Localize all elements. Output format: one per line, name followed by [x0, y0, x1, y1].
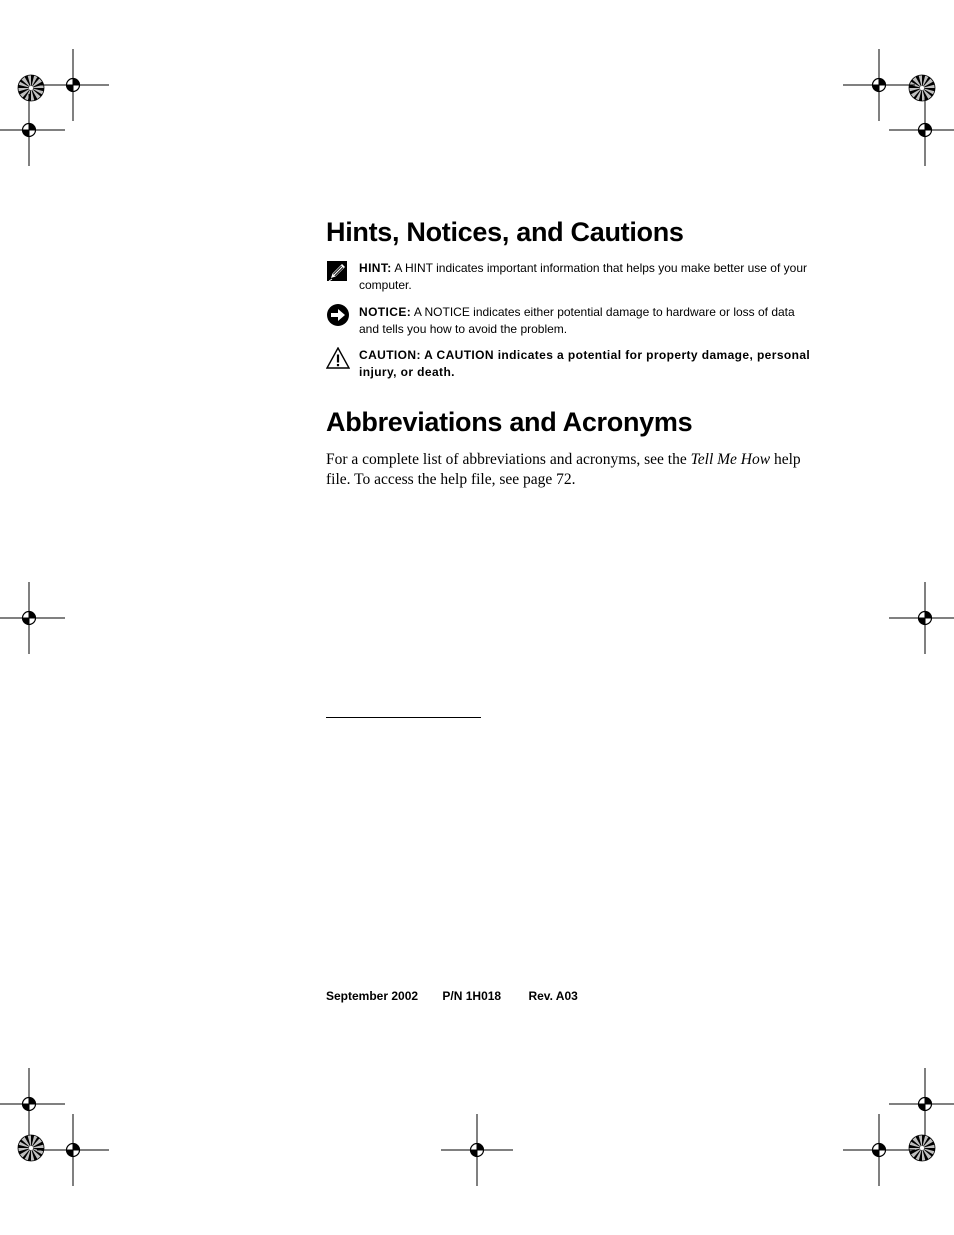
help-file-title: Tell Me How — [690, 451, 771, 468]
notice-text: A NOTICE indicates either potential damage to hardware or loss of data and tells you how to avoid the problem. — [359, 305, 795, 336]
warning-triangle-icon — [326, 347, 350, 371]
section-title-abbreviations: Abbreviations and Acronyms — [326, 407, 693, 437]
abbreviations-text-start: For a complete list of abbreviations and acronyms, see the — [326, 451, 691, 468]
footer — [326, 989, 578, 1003]
abbreviations-paragraph — [326, 450, 816, 490]
caution-text: A CAUTION indicates a potential for property damage, personal injury, or death. — [359, 348, 811, 379]
footnote-rule — [326, 717, 481, 718]
footer-part-number: P/N 1H018 — [442, 989, 502, 1003]
abbreviations-text-end: help file. To access the help file, see page 72. — [326, 451, 801, 488]
pencil-note-icon — [326, 260, 350, 284]
hint-text: A HINT indicates important information that helps you make better use of your computer. — [359, 261, 807, 292]
hint-label: HINT: — [359, 261, 392, 275]
footer-date: September 2002 — [326, 989, 419, 1003]
section-title-hints: Hints, Notices, and Cautions — [326, 217, 684, 247]
caution-label: CAUTION: — [359, 348, 421, 362]
arrow-circle-icon — [326, 304, 350, 328]
footer-revision: Rev. A03 — [528, 989, 578, 1003]
notice-label: NOTICE: — [359, 305, 412, 319]
